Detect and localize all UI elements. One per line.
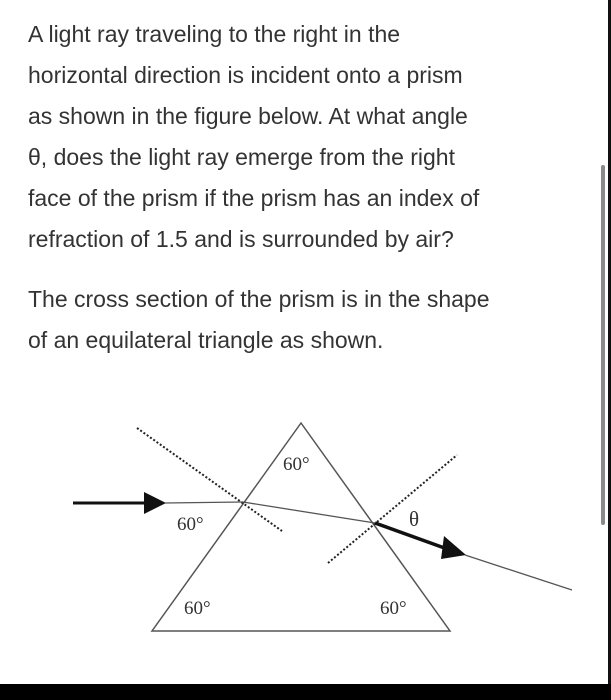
refracted-ray [243, 502, 375, 523]
description-line: of an equilateral triangle as shown. [28, 327, 384, 353]
question-line: horizontal direction is incident onto a prism [28, 62, 463, 88]
question-line: refraction of 1.5 and is surrounded by air? [28, 226, 454, 252]
emergent-arrowhead [441, 536, 466, 559]
emergent-ray [465, 555, 572, 590]
scrollbar[interactable] [601, 165, 605, 525]
question-line: as shown in the figure below. At what angle [28, 103, 468, 129]
bottom-bar [0, 684, 611, 700]
theta-label: θ [409, 507, 420, 531]
apex-angle-label: 60° [283, 454, 310, 475]
bottom-left-angle-label: 60° [184, 598, 211, 619]
incident-ray [165, 502, 243, 503]
incidence-angle-label: 60° [177, 514, 204, 535]
question-line: A light ray traveling to the right in the [28, 21, 401, 47]
description-line: The cross section of the prism is in the shape [28, 286, 490, 312]
question-line: face of the prism if the prism has an index of [28, 185, 480, 211]
question-line: θ, does the light ray emerge from the right [28, 144, 455, 170]
incident-arrowhead [144, 492, 166, 514]
bottom-right-angle-label: 60° [380, 598, 407, 619]
